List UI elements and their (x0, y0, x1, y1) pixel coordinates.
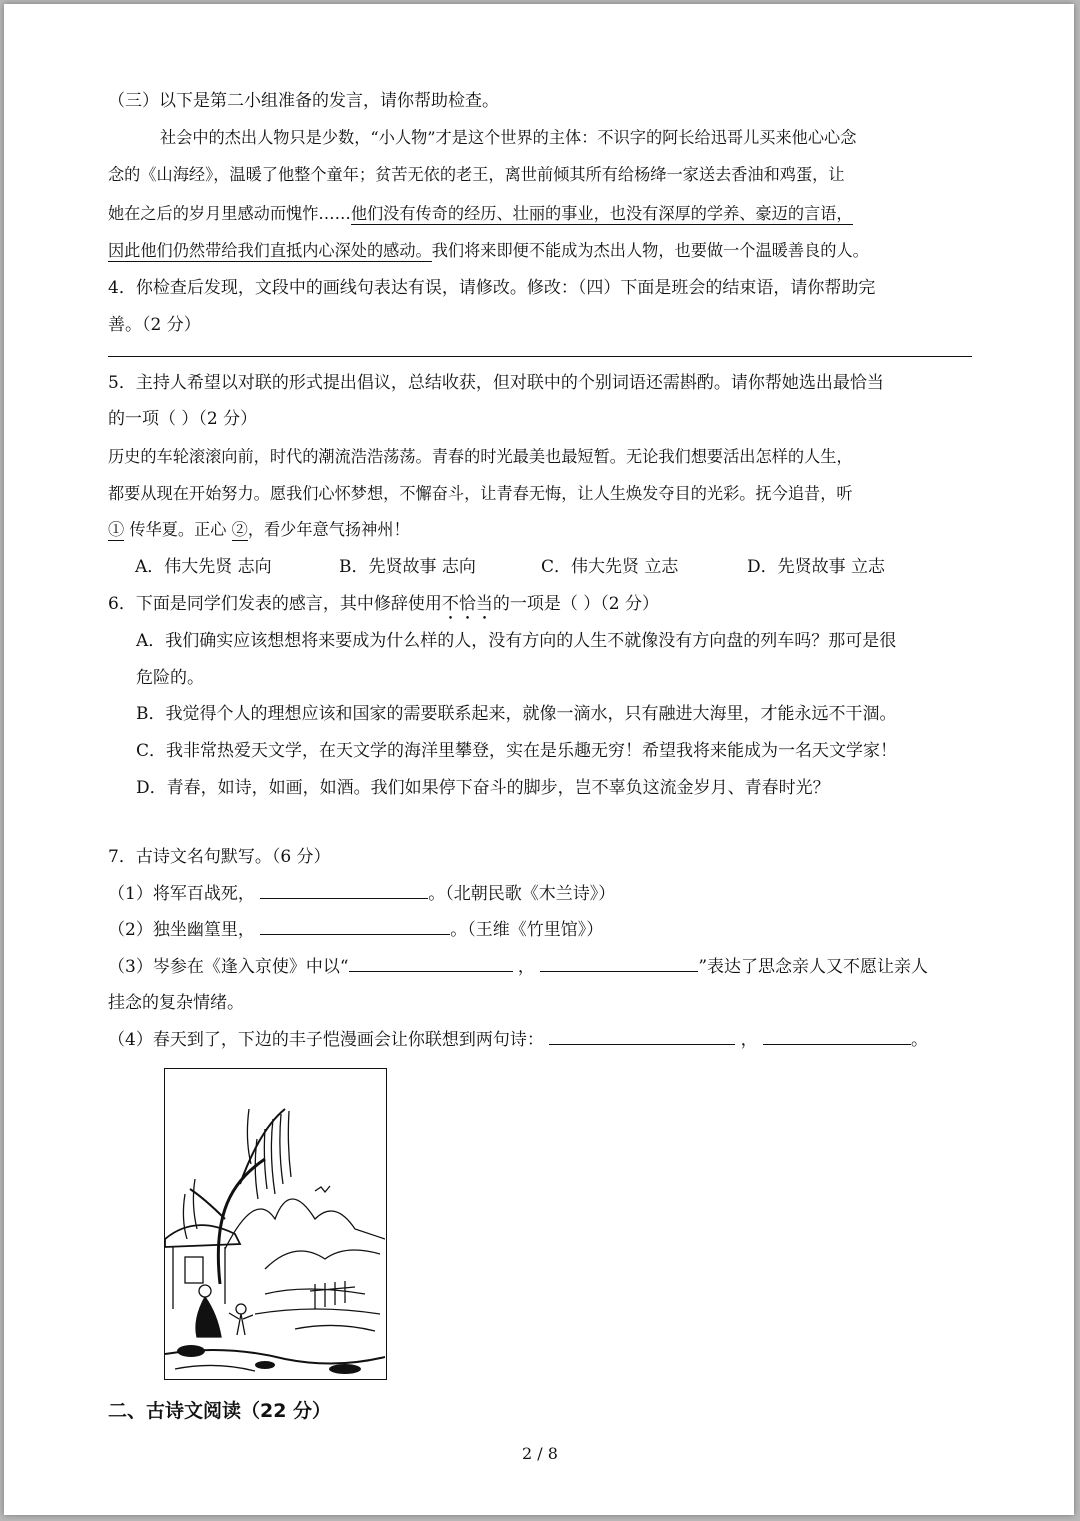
option-a[interactable]: A．伟大先贤 志向 (135, 557, 272, 577)
answer-blank[interactable] (540, 955, 698, 972)
question-6-stem (108, 593, 659, 624)
comma: ， (517, 957, 535, 977)
part3-paragraph-line-3 (108, 203, 853, 225)
answer-blank[interactable] (349, 955, 513, 972)
answer-blank[interactable] (763, 1028, 911, 1045)
question-5-passage-line-3 (108, 519, 410, 541)
blank-1: ① (108, 520, 125, 539)
stem-text: 的一项是（ ）（2 分） (492, 594, 659, 614)
question-7-item-4 (108, 1028, 928, 1051)
stem-text: 6．下面是同学们发表的感言，其中修辞使用 (108, 594, 442, 614)
answer-blank[interactable] (260, 882, 428, 899)
feng-zikai-cartoon-image (164, 1068, 387, 1380)
section-2-heading: 二、古诗文阅读（22 分） (108, 1400, 332, 1422)
question-7-item-2 (108, 918, 603, 941)
passage-text: ，看少年意气扬神州！ (247, 520, 410, 539)
question-7-title: 7．古诗文名句默写。（6 分） (108, 847, 331, 867)
part3-paragraph-line-1: 社会中的杰出人物只是少数，“小人物”才是这个世界的主体：不识字的阿长给迅哥儿买来他心心念 (160, 128, 857, 147)
question-5-passage-line-2: 都要从现在开始努力。愿我们心怀梦想，不懈奋斗，让青春无悔，让人生焕发夺目的光彩。抚今追昔，听 (108, 484, 853, 503)
answer-blank[interactable] (549, 1028, 735, 1045)
paragraph-text: 我们将来即便不能成为杰出人物，也要做一个温暖善良的人。 (431, 241, 869, 260)
item-source: 。（北朝民歌《木兰诗》） (428, 884, 616, 904)
item-source: 。（王维《竹里馆》） (450, 920, 604, 940)
item-text: ”表达了思念亲人又不愿让亲人 (698, 957, 929, 977)
option-b[interactable]: B．先贤故事 志向 (339, 557, 476, 577)
item-text: （4）春天到了，下边的丰子恺漫画会让你联想到两句诗： (108, 1030, 544, 1050)
question-5-line-1: 5．主持人希望以对联的形式提出倡议，总结收获，但对联中的个别词语还需斟酌。请你帮她选出最恰当 (108, 373, 884, 393)
question-7-item-3-cont: 挂念的复杂情绪。 (108, 993, 244, 1013)
item-text: （2）独坐幽篁里， (108, 920, 255, 940)
question-5-line-2: 的一项（ ）（2 分） (108, 409, 258, 429)
period: 。 (911, 1030, 929, 1050)
item-text: （3）岑参在《逢入京使》中以“ (108, 957, 349, 977)
blank-2: ② (231, 520, 248, 539)
question-7-item-3 (108, 955, 928, 978)
part3-intro: （三）以下是第二小组准备的发言，请你帮助检查。 (108, 91, 499, 111)
comma: ， (740, 1030, 758, 1050)
answer-line[interactable] (108, 356, 972, 357)
question-7-item-1 (108, 882, 615, 905)
passage-text: 传华夏。正心 (129, 520, 227, 539)
question-5-passage-line-1: 历史的车轮滚滚向前，时代的潮流浩浩荡荡。青春的时光最美也最短暂。无论我们想要活出怎样的人生， (108, 447, 853, 466)
option-d[interactable]: D．先贤故事 立志 (747, 557, 886, 577)
part3-paragraph-line-4 (108, 240, 869, 262)
question-4-line-2: 善。（2 分） (108, 315, 201, 335)
underlined-sentence: 他们没有传奇的经历、壮丽的事业，也没有深厚的学养、豪迈的言语， (350, 204, 853, 223)
part3-paragraph-line-2: 念的《山海经》，温暖了他整个童年；贫苦无依的老王，离世前倾其所有给杨绛一家送去香油和鸡蛋，让 (108, 165, 845, 184)
option-c[interactable]: C．我非常热爱天文学，在天文学的海洋里攀登，实在是乐趣无穷！希望我将来能成为一名天文学家！ (136, 741, 898, 761)
underlined-sentence: 因此他们仍然带给我们直抵内心深处的感动。 (108, 241, 432, 260)
paragraph-text: 她在之后的岁月里感动而愧怍…… (108, 204, 351, 223)
question-5-options (135, 556, 885, 578)
item-text: （1）将军百战死， (108, 884, 255, 904)
option-b[interactable]: B．我觉得个人的理想应该和国家的需要联系起来，就像一滴水，只有融进大海里，才能永远不干涸。 (136, 704, 897, 724)
option-d[interactable]: D．青春，如诗，如画，如酒。我们如果停下奋斗的脚步，岂不辜负这流金岁月、青春时光？ (136, 778, 830, 798)
page-number: 2 / 8 (522, 1444, 558, 1463)
answer-blank[interactable] (260, 918, 450, 935)
option-a-line-1[interactable]: A．我们确实应该想想将来要成为什么样的人，没有方向的人生不就像没有方向盘的列车吗？那可是很 (136, 631, 897, 651)
option-a-line-2[interactable]: 危险的。 (136, 668, 204, 688)
question-4-line-1: 4．你检查后发现，文段中的画线句表达有误，请修改。修改：（四）下面是班会的结束语，请你帮助完 (108, 278, 876, 298)
cartoon-drawing (165, 1069, 385, 1378)
emphasized-text: 不恰当 (441, 594, 493, 614)
option-c[interactable]: C．伟大先贤 立志 (541, 557, 679, 577)
